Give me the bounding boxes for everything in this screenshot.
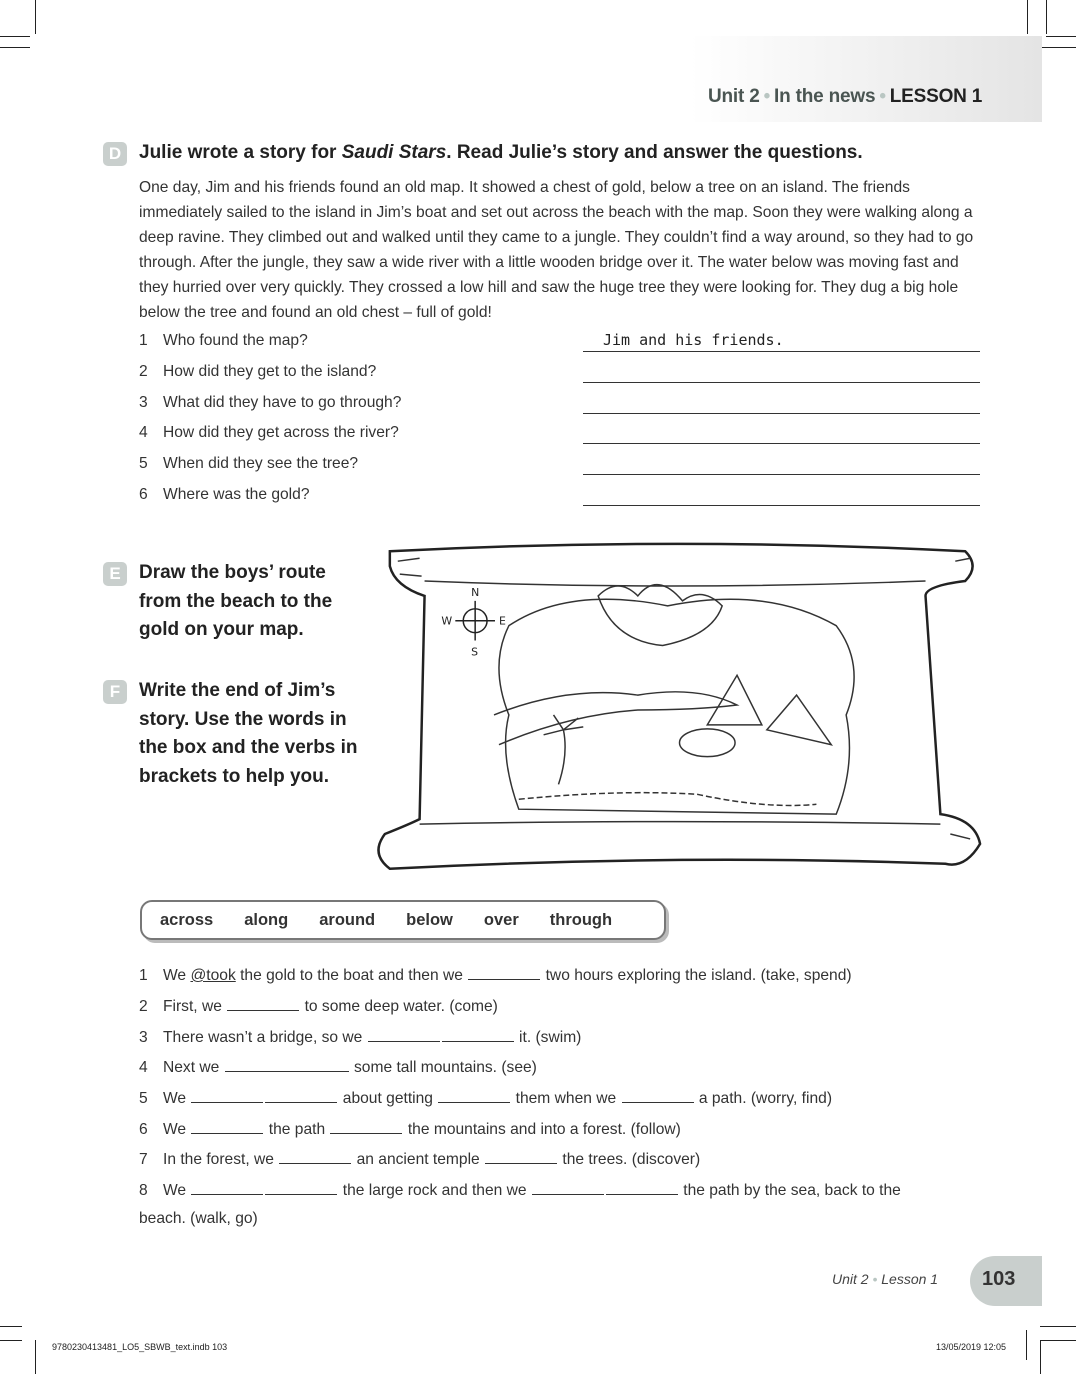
exercise-text: them when we (511, 1090, 621, 1107)
answer-text: Jim and his friends. (603, 331, 784, 349)
compass-s: S (471, 645, 479, 659)
exercise-number: 3 (139, 1029, 148, 1046)
question-item (139, 363, 376, 381)
story-text: One day, Jim and his friends found an old map. It showed a chest of gold, below a tree on an island. The friends immediately sailed to the island in Jim’s boat and set out across the beach with the map. Soon they were walking along a deep ravine. They climbed out and walked until they came to a jungle. They couldn’t find a way around, so they had to go through. After the jungle, they saw a wide river with a little wooden bridge over it. The water below was moving fast and they hurried over very quickly. They crossed a low hill and saw the huge tree they were looking for. They dug a big hole below the tree and found an old chest – full of gold! (139, 179, 974, 321)
exercise-text: First, we (163, 998, 227, 1015)
exercise-text: We (163, 1182, 191, 1199)
answer-blank[interactable] (438, 1088, 510, 1103)
crop-mark (1040, 1326, 1076, 1327)
exercise-text: an ancient temple (352, 1151, 485, 1168)
running-header: Unit 2 • In the news • LESSON 1 (708, 86, 983, 107)
answer-blank[interactable] (368, 1027, 440, 1042)
exercise-text: to some deep water. (come) (300, 998, 498, 1015)
answer-line[interactable] (583, 362, 980, 383)
answer-blank[interactable] (265, 1180, 337, 1195)
question-number: 5 (139, 455, 148, 473)
crop-mark (0, 36, 30, 37)
answer-line[interactable] (583, 485, 980, 506)
exercise-text: We (163, 1121, 191, 1138)
question-text: Where was the gold? (163, 486, 310, 503)
answer-blank[interactable] (191, 1088, 263, 1103)
crop-mark (1026, 1330, 1027, 1360)
crop-mark (1040, 1340, 1076, 1341)
slug-right: 13/05/2019 12:05 (936, 1342, 1007, 1352)
section-e-instruction: Draw the boys’ route from the beach to the gold on your map. (139, 562, 333, 640)
exercise-text: some tall mountains. (see) (349, 1059, 537, 1076)
section-d-badge: D (103, 142, 127, 166)
answer-blank[interactable] (265, 1088, 337, 1103)
compass-e: E (498, 614, 506, 628)
exercise-item (139, 1116, 939, 1144)
answer-text (583, 423, 603, 441)
exercise-text: the gold to the boat and then we (235, 967, 468, 984)
section-e-badge: E (103, 562, 127, 586)
exercise-item (139, 1024, 939, 1052)
scroll-paper (379, 544, 981, 869)
word-box-item: below (406, 910, 453, 929)
exercise-text: about getting (338, 1090, 438, 1107)
crop-mark (0, 1340, 22, 1341)
exercise-number: 1 (139, 967, 148, 984)
example-answer: @took (190, 967, 236, 984)
question-text: What did they have to go through? (163, 393, 402, 411)
exercise-item (139, 1054, 939, 1082)
answer-blank[interactable] (225, 1057, 349, 1072)
question-item (139, 394, 401, 412)
question-item (139, 424, 399, 442)
exercise-text: the trees. (discover) (558, 1151, 701, 1168)
exercise-item (139, 993, 939, 1021)
word-box-item: through (549, 910, 613, 929)
crop-mark (35, 1340, 36, 1374)
answer-blank[interactable] (468, 965, 540, 980)
exercise-text: the mountains and into a forest. (follow) (403, 1121, 681, 1138)
exercise-number: 5 (139, 1090, 148, 1107)
question-text: When did they see the tree? (163, 455, 359, 473)
answer-line[interactable] (583, 331, 980, 352)
question-item (139, 486, 310, 504)
treasure-map[interactable] (370, 535, 990, 885)
slug-left: 9780230413481_LO5_SBWB_text.indb 103 (52, 1342, 228, 1352)
header-topic: In the news (774, 86, 876, 107)
answer-blank[interactable] (485, 1149, 557, 1164)
crop-mark (0, 47, 30, 48)
crop-mark (35, 0, 36, 34)
exercise-number: 8 (139, 1182, 148, 1199)
question-item (139, 455, 358, 473)
exercise-text: a path. (worry, find) (694, 1090, 833, 1107)
compass-w: W (441, 614, 453, 628)
exercise-number: 6 (139, 1121, 148, 1138)
crop-mark (1046, 36, 1076, 37)
exercise-text: Next we (163, 1059, 224, 1076)
answer-line[interactable] (583, 423, 980, 444)
answer-blank[interactable] (532, 1180, 604, 1195)
answer-text (583, 454, 603, 472)
crop-mark (1040, 1340, 1041, 1374)
answer-text (583, 485, 603, 503)
crop-mark (0, 1326, 22, 1327)
question-text: Who found the map? (163, 332, 308, 349)
word-box-item: around (319, 910, 376, 929)
question-number: 2 (139, 362, 148, 380)
exercise-number: 2 (139, 998, 148, 1015)
answer-blank[interactable] (191, 1180, 263, 1195)
answer-blank[interactable] (279, 1149, 351, 1164)
exercise-text: We (163, 1090, 191, 1107)
exercise-text: the path by the sea, back to the beach. (walk, go) (139, 1182, 901, 1227)
exercise-text: We (163, 967, 191, 984)
question-number: 6 (139, 486, 148, 503)
exercise-text: it. (swim) (514, 1029, 582, 1046)
question-text: How did they get to the island? (163, 362, 377, 380)
answer-blank[interactable] (442, 1027, 514, 1042)
word-box-item: along (244, 910, 289, 929)
answer-line[interactable] (583, 393, 980, 414)
exercise-number: 4 (139, 1059, 148, 1076)
exercise-item (139, 1085, 939, 1113)
footer-text: Unit 2 • Lesson 1 (832, 1271, 939, 1287)
answer-text (583, 393, 603, 411)
exercise-text: the path (264, 1121, 330, 1138)
word-box-item: over (483, 910, 519, 929)
crop-mark (1036, 47, 1076, 48)
answer-line[interactable] (583, 454, 980, 475)
question-number: 4 (139, 424, 148, 442)
section-f-badge: F (103, 680, 127, 704)
question-number: 3 (139, 393, 148, 411)
header-band (690, 36, 1042, 122)
section-d-instruction: Julie wrote a story for Saudi Stars. Read Julie’s story and answer the questions. (139, 142, 863, 163)
exercise-text: two hours exploring the island. (take, spend) (541, 967, 852, 984)
page-number: 103 (982, 1268, 1016, 1290)
compass-n: N (471, 585, 480, 599)
header-unit: Unit 2 (708, 86, 760, 107)
answer-blank[interactable] (330, 1119, 402, 1134)
crop-mark (1027, 0, 1028, 34)
answer-blank[interactable] (227, 996, 299, 1011)
exercise-text: There wasn’t a bridge, so we (163, 1029, 367, 1046)
word-box (140, 900, 666, 940)
header-lesson: LESSON 1 (889, 86, 983, 107)
exercise-item (139, 1177, 939, 1233)
answer-blank[interactable] (606, 1180, 678, 1195)
exercise-item (139, 962, 939, 990)
exercise-text: the large rock and then we (338, 1182, 531, 1199)
crop-mark (1046, 0, 1047, 34)
exercise-item (139, 1146, 939, 1174)
question-text: How did they get across the river? (163, 424, 399, 442)
answer-blank[interactable] (622, 1088, 694, 1103)
word-box-item: across (160, 910, 214, 929)
question-item (139, 332, 308, 350)
answer-text (583, 362, 603, 380)
question-number: 1 (139, 332, 148, 349)
answer-blank[interactable] (191, 1119, 263, 1134)
exercise-number: 7 (139, 1151, 148, 1168)
exercise-text: In the forest, we (163, 1151, 279, 1168)
section-f-instruction: Write the end of Jim’s story. Use the words in the box and the verbs in brackets to help you. (139, 680, 358, 787)
